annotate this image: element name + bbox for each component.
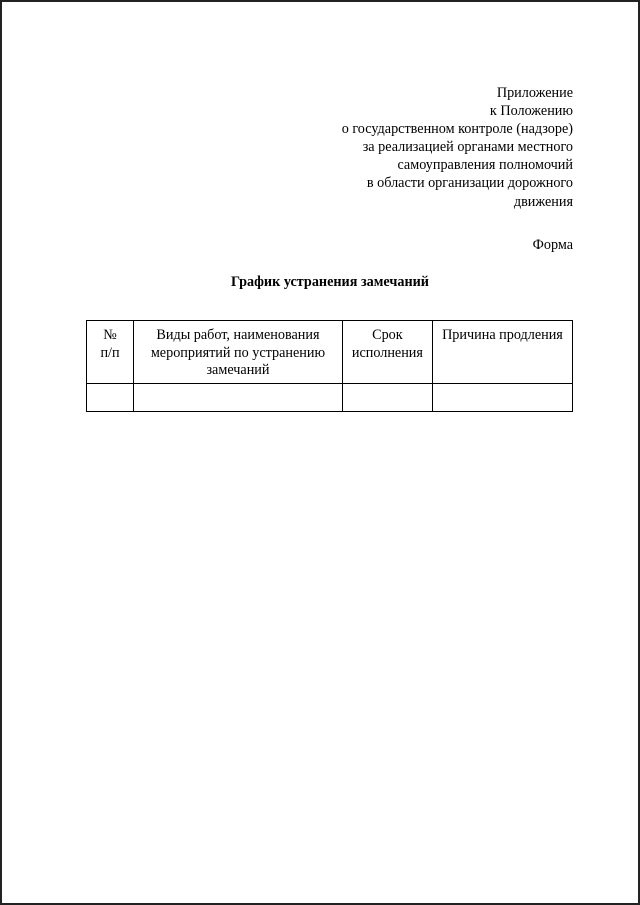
form-label: Форма: [532, 237, 573, 253]
header-line: Причина продления: [442, 327, 563, 343]
header-line: п/п: [100, 344, 120, 361]
table-row: [87, 384, 573, 412]
header-line: исполнения: [351, 344, 423, 361]
table-cell[interactable]: [432, 384, 572, 412]
page-border-top: [0, 0, 640, 2]
document-title: График устранения замечаний: [231, 274, 429, 290]
table-cell[interactable]: [342, 384, 432, 412]
appendix-line: движения: [513, 193, 573, 210]
appendix-line: о государственном контроле (надзоре): [341, 121, 573, 138]
table-cell[interactable]: [134, 384, 343, 412]
header-extension-reason: [432, 321, 572, 384]
appendix-line: Приложение: [496, 85, 573, 101]
header-number: [87, 321, 134, 384]
header-works: [134, 321, 343, 384]
table-header-row: [87, 321, 573, 384]
appendix-line: за реализацией органами местного: [362, 139, 573, 156]
appendix-line: к Положению: [489, 103, 573, 120]
appendix-line: самоуправления полномочий: [397, 157, 573, 174]
table-cell[interactable]: [87, 384, 134, 412]
header-deadline: [342, 321, 432, 384]
appendix-line: в области организации дорожного: [366, 175, 573, 192]
header-line: Виды работ, наименования: [156, 327, 320, 343]
schedule-table: [86, 320, 573, 412]
header-line: Срок: [372, 327, 403, 343]
page-border-left: [0, 0, 2, 905]
header-line: мероприятий по устранению: [150, 344, 326, 361]
header-line: замечаний: [206, 362, 270, 378]
header-line: №: [103, 327, 117, 343]
appendix-heading: [273, 84, 573, 211]
